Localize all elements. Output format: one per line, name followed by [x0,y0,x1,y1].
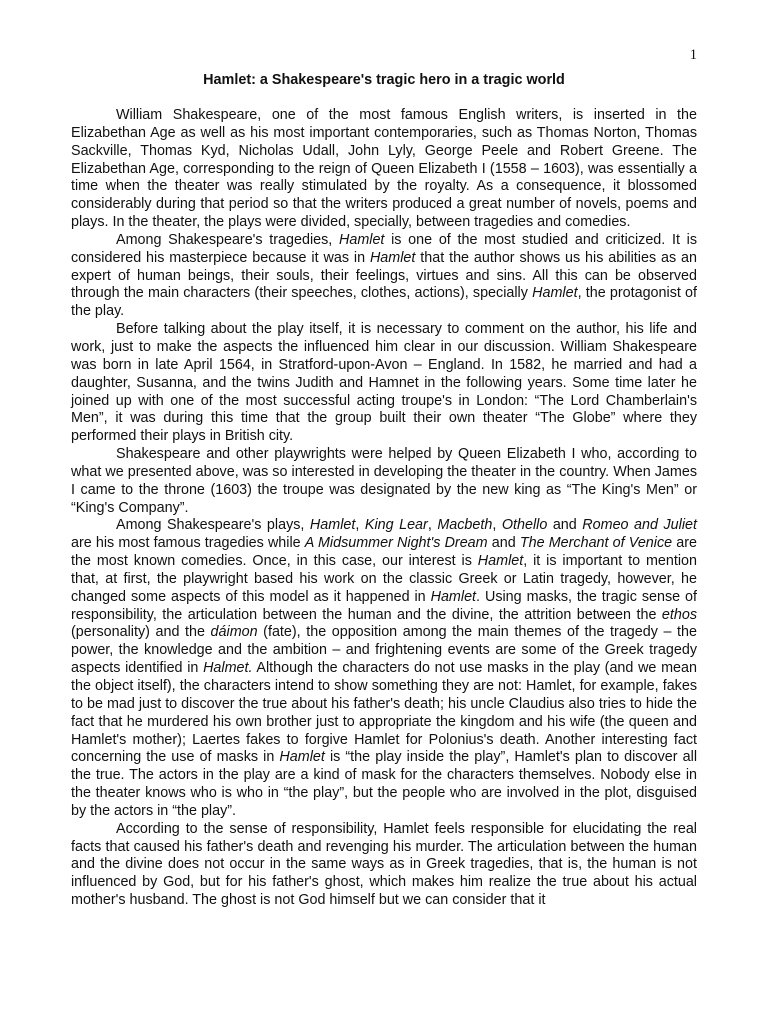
paragraph-6 [71,821,697,910]
italic-text-run: Hamlet [279,749,325,766]
text-run: (fate), the opposition among the main themes of the tragedy – the power, the knowledge and the ambition – and frightening events are some of the Greek tragedy aspects identified in [71,624,697,677]
text-run: William Shakespeare, one of the most famous English writers, is inserted in the Elizabethan Age as well as his most important contemporaries, such as Thomas Norton, Thomas Sackville, Thomas Kyd, Nicholas Udall, John Lyly, George Peele and Robert Greene. The Elizabethan Age, corresponding to the reign of Queen Elizabeth I (1558 – 1603), was essentially a time when the theater was really stimulated by the royalty. As a consequence, it blossomed considerably during that period so that the writers produced a great number of novels, poems and plays. In the theater, the plays were divided, specially, between tragedies and comedies. [71,107,697,231]
italic-text-run: dáimon [210,624,258,641]
text-run: that the author shows us his abilities as an expert of human beings, their souls, their feelings, virtues and sins. All this can be observed through the main characters (their speeches, clothes, actions), specially [71,249,697,302]
italic-text-run: Halmet. [203,660,253,677]
text-run: , it is important to mention that, at first, the playwright based his work on the classic Greek or Latin tragedy, however, he changed some aspects of this model as it happened in [71,553,697,605]
italic-text-run: King Lear [364,517,428,534]
document-body [71,107,697,910]
text-run: Among Shakespeare's tragedies, [116,231,339,248]
italic-text-run: Hamlet [430,588,477,605]
paragraph-2 [71,232,697,321]
page-number: 1 [689,47,697,63]
text-run: According to the sense of responsibility, Hamlet feels responsible for elucidating the real facts that caused his father's death and revenging his murder. The articulation between the human and the divine does not occur in the same ways as in Greek tragedies, that is, the human is not influenced by God, but for his father's ghost, which makes him realize the true about his actual mother's husband. The ghost is not God himself but we can consider that it [71,820,697,909]
text-run: (personality) and the [71,624,211,641]
italic-text-run: A Midsummer Night's Dream [304,535,488,552]
italic-text-run: Hamlet [369,249,416,266]
text-run: are his most famous tragedies while [71,535,305,552]
paragraph-1 [71,107,697,232]
italic-text-run: Hamlet [477,553,524,570]
italic-text-run: Othello [501,517,548,534]
text-run: Among Shakespeare's plays, [116,517,310,534]
text-run: and [487,535,520,552]
italic-text-run: ethos [661,606,697,623]
text-run: is “the play inside the play”, Hamlet's plan to discover all the true. The actors in the play are a kind of mask for the characters themselves. Nobody else in the theater knows who is who in “the play”, but the people who are involved in the plot, disguised by the actors in “the play”. [71,749,698,819]
text-run: Shakespeare and other playwrights were helped by Queen Elizabeth I who, according to what we presented above, was so interested in developing the theater in the country. When James I came to the throne (1603) the troupe was designated by the new king as “The King's Men” or “King's Company”. [71,446,697,516]
italic-text-run: Hamlet [532,285,578,302]
paragraph-3 [71,321,697,446]
text-run: and [547,517,583,534]
text-run: is one of the most studied and criticized. It is considered his masterpiece because it was in [71,231,697,266]
document-title: Hamlet: a Shakespeare's tragic hero in a tragic world [203,72,565,88]
text-run: are the most known comedies. Once, in this case, our interest is [71,535,697,570]
text-run: , the protagonist of the play. [71,285,698,320]
text-run: , [427,517,438,534]
italic-text-run: Romeo and Juliet [582,517,697,534]
italic-text-run: Hamlet [309,517,356,534]
text-run: Before talking about the play itself, it is necessary to comment on the author, his life and work, just to make the aspects the influenced him clear in our discussion. William Shakespeare was born in late April 1564, in Stratford-upon-Avon – England. In 1582, he married and had a daughter, Susanna, and the twins Judith and Hamnet in the following years. Some time later he joined up with one of the most successful acting troupe's in London: “The Lord Chamberlain's Men”, it was during this time that the group built their own theater “The Globe” where they performed their plays in British city. [71,321,697,445]
text-run: , [355,517,365,534]
italic-text-run: Macbeth [437,517,493,534]
paragraph-5 [71,517,697,820]
italic-text-run: Hamlet [338,231,385,248]
paragraph-4 [71,446,697,517]
text-run: . Using masks, the tragic sense of responsibility, the articulation between the human and the divine, the attrition between the [71,588,697,623]
text-run: , [492,517,502,534]
text-run: Although the characters do not use masks in the play (and we mean the object itself), the characters intend to show something they are not: Hamlet, for example, fakes to be mad just to discover the true about his father's death; his uncle Claudius also tries to hide the fact that he murdered his own brother just to appropriate the kingdom and his wife (the queen and Hamlet's mother); Laertes fakes to forgive Hamlet for Polonius's death. Another interesting fact concerning the use of masks in [71,660,697,766]
italic-text-run: The Merchant of Venice [519,535,673,552]
